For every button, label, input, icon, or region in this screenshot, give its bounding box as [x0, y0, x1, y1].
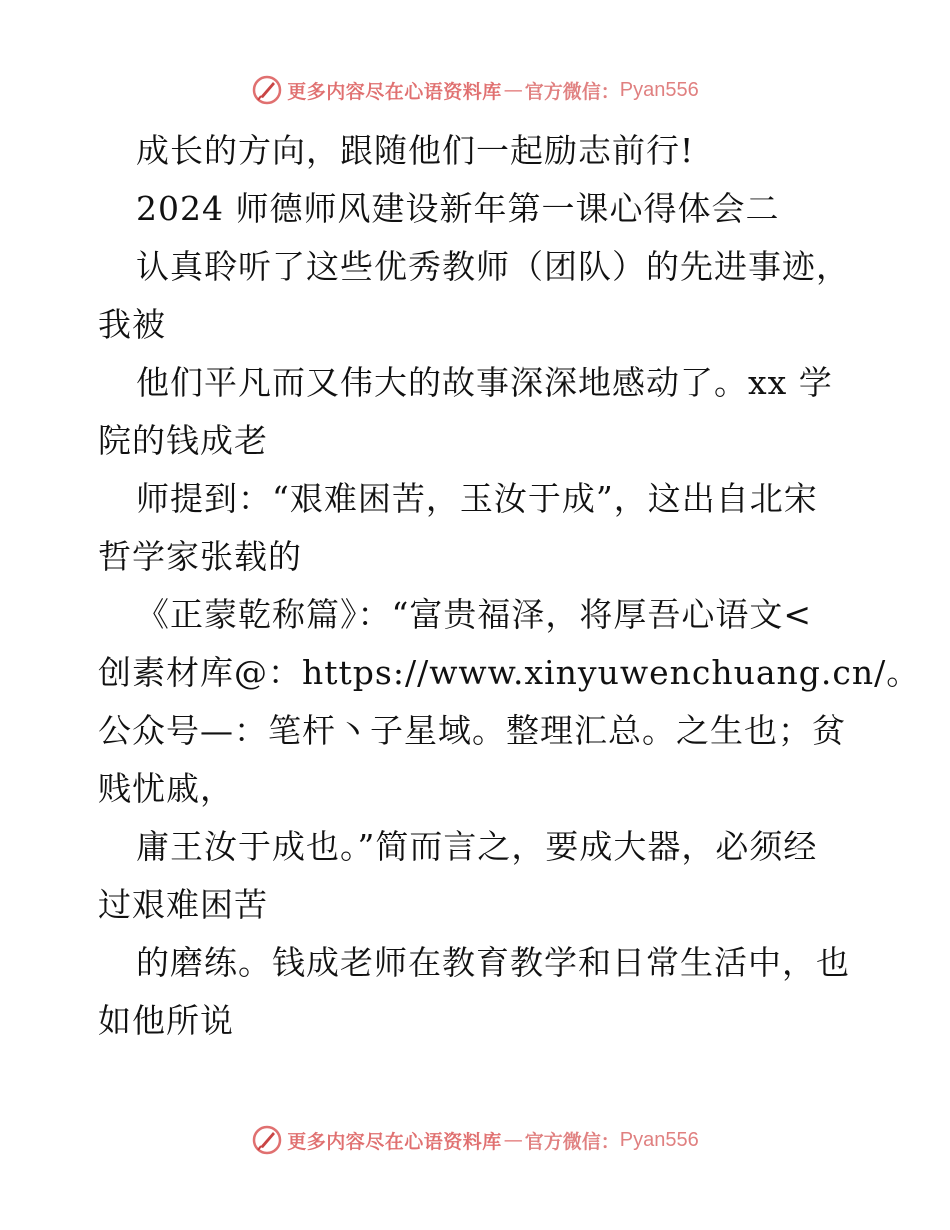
paragraph-line: 2024 师德师风建设新年第一课心得体会二: [136, 189, 780, 228]
document-body: [98, 122, 921, 1050]
paragraph-line: 的磨练。钱成老师在教育教学和日常生活中，也: [136, 943, 850, 982]
paragraph-line: 院的钱成老: [98, 421, 268, 460]
paragraph-line: 公众号—：笔杆丶子星域。整理汇总。之生也；贫: [98, 711, 846, 750]
paragraph-line: 师提到：“艰难困苦，玉汝于成”，这出自北宋: [136, 479, 818, 518]
paragraph-line: 如他所说: [98, 1001, 234, 1040]
paragraph-line: 过艰难困苦: [98, 885, 268, 924]
paragraph-line: 认真聆听了这些优秀教师（团队）的先进事迹，: [136, 247, 850, 286]
banner-promo-text: 更多内容尽在心语资料库: [287, 80, 502, 103]
footer-banner: [0, 1120, 950, 1160]
banner-wechat-handle: Pyan556: [619, 1128, 699, 1151]
paragraph-line: 贱忧戚，: [98, 769, 234, 808]
paragraph-line: 他们平凡而又伟大的故事深深地感动了。xx 学: [136, 363, 833, 402]
banner-contact-label: 官方微信：: [524, 1130, 620, 1153]
paragraph-line: 我被: [98, 305, 166, 344]
banner-wechat-handle: Pyan556: [619, 78, 699, 101]
feather-logo-icon: [251, 74, 283, 106]
banner-promo-text: 更多内容尽在心语资料库: [287, 1130, 502, 1153]
paragraph-line: 庸王汝于成也。”简而言之，要成大器，必须经: [136, 827, 818, 866]
banner-dash: —: [503, 79, 523, 101]
feather-logo-icon: [251, 1124, 283, 1156]
paragraph-line: 《正蒙乾称篇》：“富贵福泽，将厚吾心语文<: [136, 595, 813, 634]
banner-dash: —: [503, 1129, 523, 1151]
header-banner: [0, 70, 950, 110]
paragraph-line: 创素材库@：https://www.xinyuwenchuang.cn/。: [98, 653, 921, 692]
paragraph-line: 哲学家张载的: [98, 537, 302, 576]
banner-contact-label: 官方微信：: [524, 80, 620, 103]
paragraph-line: 成长的方向，跟随他们一起励志前行!: [136, 131, 695, 170]
